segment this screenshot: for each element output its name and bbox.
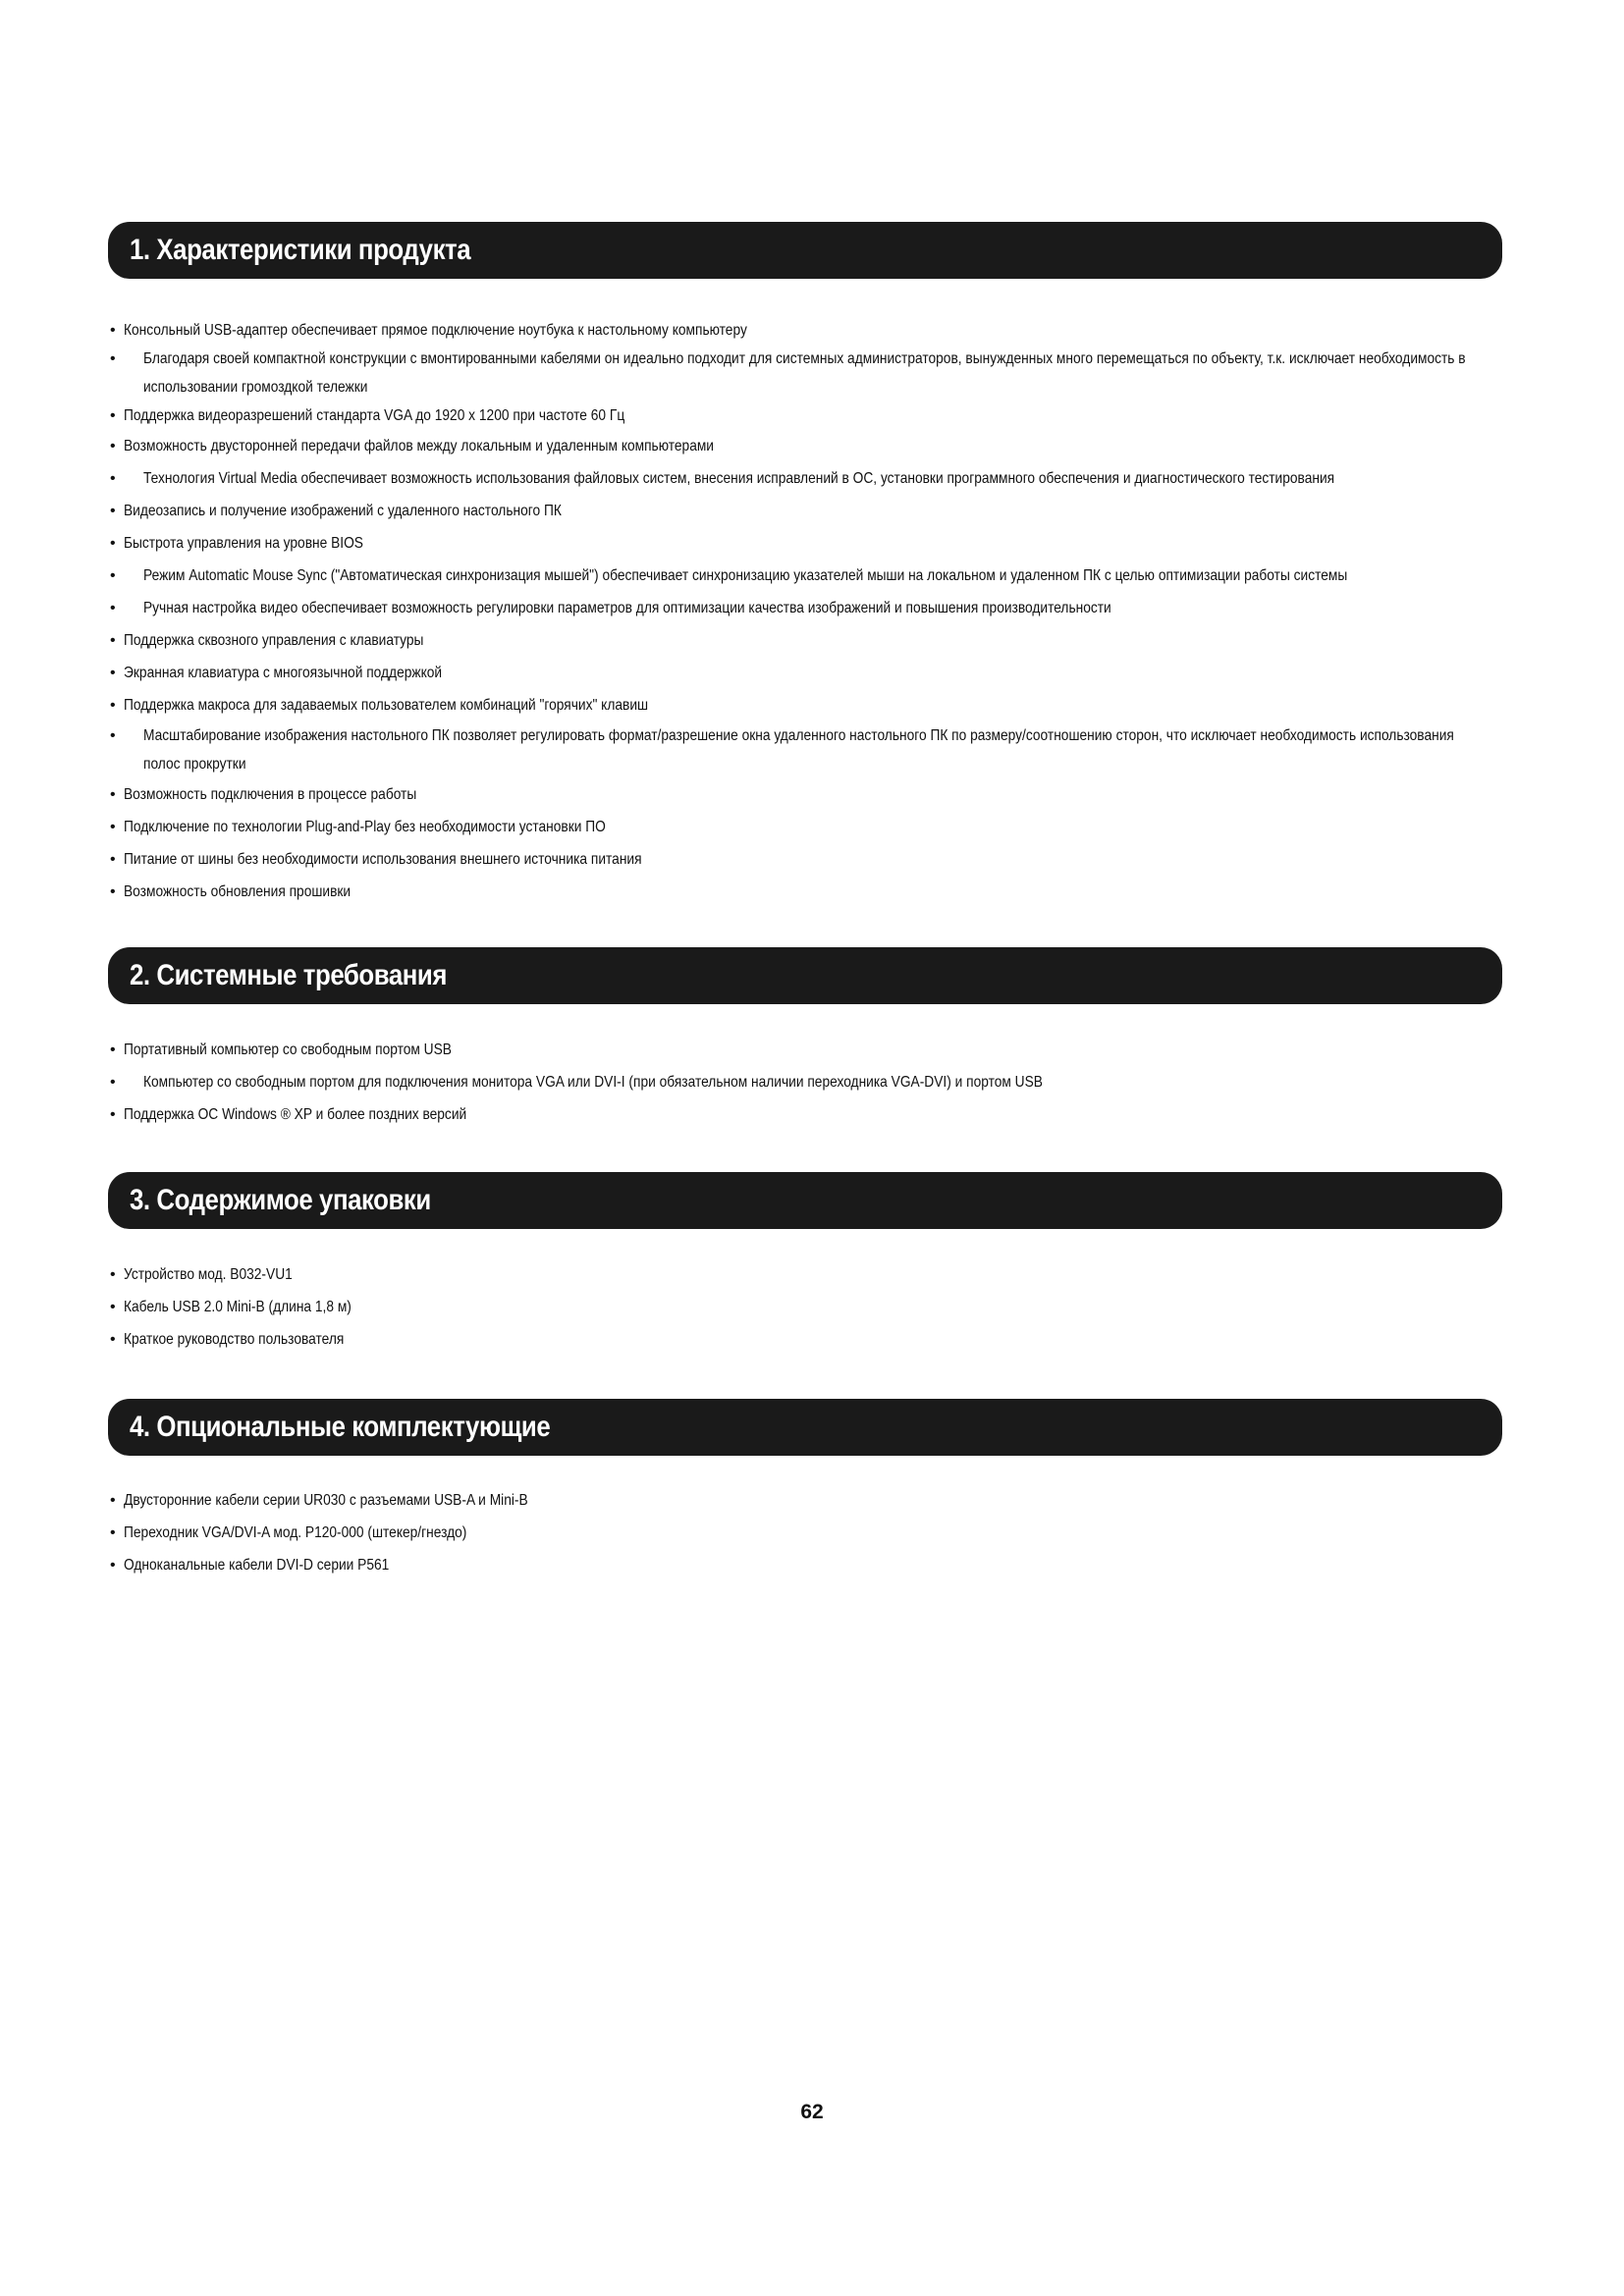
bullet: •: [110, 1041, 116, 1058]
list-item: • Технология Virtual Media обеспечивает возможность использования файловых систем, внесения исправлений в ОС, установки программного обеспечения и диагностического тестирования: [110, 462, 1504, 495]
list-item: • Одноканальные кабели DVI-D серии P561: [110, 1549, 1504, 1581]
bullet: •: [110, 567, 116, 584]
list-item: • Питание от шины без необходимости использования внешнего источника питания: [110, 843, 1504, 876]
product-features-list: [110, 316, 1504, 908]
section-header-optional-accessories: [108, 1399, 1502, 1456]
bullet: •: [110, 438, 116, 454]
bullet: •: [110, 1266, 116, 1283]
list-item: • Переходник VGA/DVI-A мод. P120-000 (штекер/гнездо): [110, 1517, 1504, 1549]
bullet: •: [110, 1074, 116, 1091]
bullet: •: [110, 1557, 116, 1574]
list-item: • Благодаря своей компактной конструкции с вмонтированными кабелями он идеально подходит для системных администраторов, вынужденных много перемещаться по объекту, т.к. исключает необходимость в использовании громоздкой тележки: [110, 345, 1504, 401]
section-header-package-contents: [108, 1172, 1502, 1229]
list-item: • Возможность обновления прошивки: [110, 876, 1504, 908]
section-title: 3. Содержимое упаковки: [130, 1184, 431, 1216]
bullet: •: [110, 1524, 116, 1541]
bullet: •: [110, 665, 116, 681]
section-title: 1. Характеристики продукта: [130, 234, 471, 266]
bullet: •: [110, 883, 116, 900]
list-item: • Возможность двусторонней передачи файлов между локальным и удаленным компьютерами: [110, 430, 1504, 462]
bullet: •: [110, 1331, 116, 1348]
section-header-product-features: [108, 222, 1502, 279]
bullet: •: [110, 322, 116, 339]
bullet: •: [110, 535, 116, 552]
page-number: 62: [800, 2101, 824, 2123]
list-item: • Экранная клавиатура с многоязычной поддержкой: [110, 657, 1504, 689]
bullet: •: [110, 727, 116, 744]
optional-accessories-list: [110, 1484, 1504, 1581]
bullet: •: [110, 819, 116, 835]
bullet: •: [110, 407, 116, 424]
list-item: • Двусторонние кабели серии UR030 с разъемами USB-A и Mini-B: [110, 1484, 1504, 1517]
system-requirements-list: [110, 1034, 1504, 1131]
list-item: • Подключение по технологии Plug-and-Play без необходимости установки ПО: [110, 811, 1504, 843]
list-item: • Поддержка макроса для задаваемых пользователем комбинаций "горячих" клавиш: [110, 689, 1504, 721]
list-item: • Быстрота управления на уровне BIOS: [110, 527, 1504, 560]
bullet: •: [110, 1492, 116, 1509]
list-item: • Поддержка видеоразрешений стандарта VGA до 1920 x 1200 при частоте 60 Гц: [110, 401, 1504, 430]
bullet: •: [110, 350, 116, 367]
list-item: • Масштабирование изображения настольного ПК позволяет регулировать формат/разрешение окна удаленного настольного ПК по размеру/соотношению сторон, что исключает необходимость использования полос прокрутки: [110, 721, 1504, 778]
list-item: • Возможность подключения в процессе работы: [110, 778, 1504, 811]
bullet: •: [110, 1106, 116, 1123]
section-header-system-requirements: [108, 947, 1502, 1004]
list-item: • Ручная настройка видео обеспечивает возможность регулировки параметров для оптимизации качества изображений и повышения производительности: [110, 592, 1504, 624]
list-item: • Видеозапись и получение изображений с удаленного настольного ПК: [110, 495, 1504, 527]
list-item: • Поддержка ОС Windows ® XP и более поздних версий: [110, 1098, 1504, 1131]
list-item: • Портативный компьютер со свободным портом USB: [110, 1034, 1504, 1066]
bullet: •: [110, 851, 116, 868]
package-contents-list: [110, 1258, 1504, 1356]
bullet: •: [110, 697, 116, 714]
bullet: •: [110, 600, 116, 616]
list-item: • Консольный USB-адаптер обеспечивает прямое подключение ноутбука к настольному компьютеру: [110, 316, 1504, 345]
list-item: • Кабель USB 2.0 Mini-B (длина 1,8 м): [110, 1291, 1504, 1323]
list-item: • Краткое руководство пользователя: [110, 1323, 1504, 1356]
list-item: • Компьютер со свободным портом для подключения монитора VGA или DVI-I (при обязательном наличии переходника VGA-DVI) и портом USB: [110, 1066, 1504, 1098]
bullet: •: [110, 632, 116, 649]
section-title: 2. Системные требования: [130, 959, 447, 991]
list-item: • Устройство мод. B032-VU1: [110, 1258, 1504, 1291]
bullet: •: [110, 1299, 116, 1315]
section-title: 4. Опциональные комплектующие: [130, 1411, 551, 1443]
bullet: •: [110, 786, 116, 803]
bullet: •: [110, 503, 116, 519]
list-item: • Режим Automatic Mouse Sync ("Автоматическая синхронизация мышей") обеспечивает синхронизацию указателей мыши на локальном и удаленном ПК с целью оптимизации работы системы: [110, 560, 1504, 592]
bullet: •: [110, 470, 116, 487]
list-item: • Поддержка сквозного управления с клавиатуры: [110, 624, 1504, 657]
